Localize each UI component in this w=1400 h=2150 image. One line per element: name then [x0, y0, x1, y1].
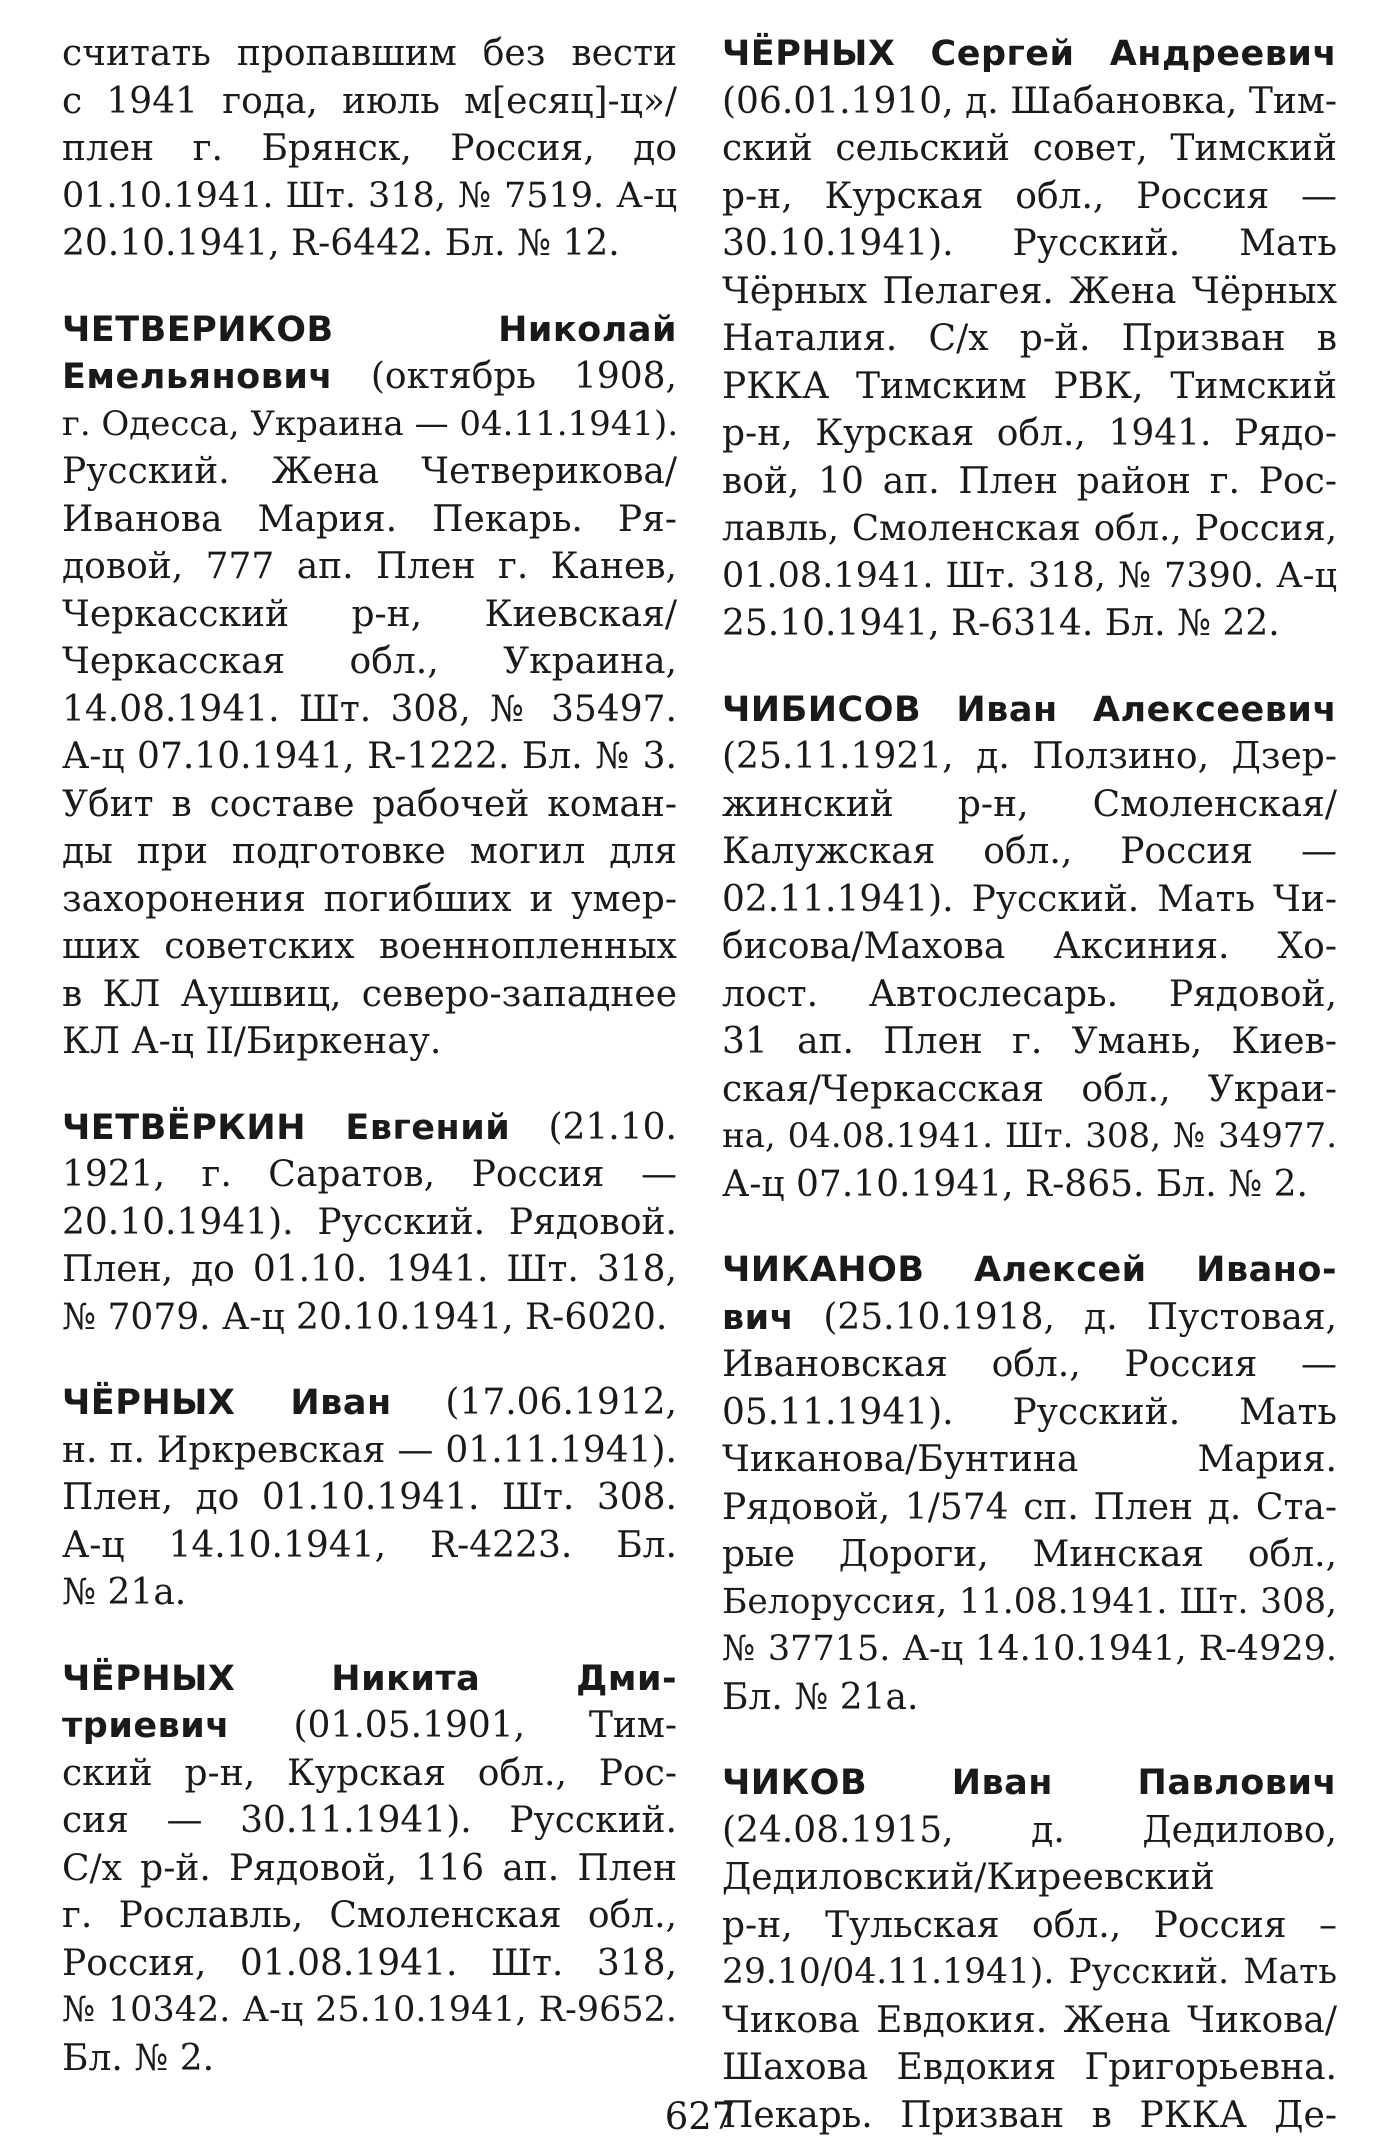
- entry-text: с 1941 года, июль м[есяц]-ц»/: [62, 80, 677, 122]
- text-line: [722, 1113, 1337, 1161]
- text-line: [62, 733, 677, 781]
- text-line: [62, 828, 677, 876]
- text-line: [722, 1902, 1337, 1950]
- entry-text: № 7079. А-ц 20.10.1941, R-6020.: [62, 1296, 668, 1338]
- entry-text: р-н, Тульская обл., Россия –: [722, 1904, 1337, 1946]
- text-line: [62, 78, 677, 126]
- person-name: ЧИКОВ Иван Павлович: [722, 1763, 1337, 1803]
- entry-text: вой, 10 ап. Плен район г. Рос-: [722, 460, 1337, 502]
- person-name: ЧЁРНЫХ Иван: [62, 1383, 392, 1423]
- text-line: [722, 781, 1337, 829]
- entry-text: 31 ап. Плен г. Умань, Киев-: [722, 1021, 1337, 1062]
- text-line: [62, 876, 677, 924]
- text-line: [722, 315, 1337, 363]
- entry-text: жинский р-н, Смоленская/: [722, 783, 1337, 825]
- entry-text: 20.10.1941, R-6442. Бл. № 12.: [62, 223, 620, 264]
- text-line: [62, 1294, 677, 1342]
- text-line: [722, 1484, 1337, 1532]
- entry-text: лавль, Смоленская обл., Россия,: [722, 508, 1337, 549]
- person-name: триевич: [62, 1706, 230, 1746]
- text-line: [722, 410, 1337, 458]
- entry-text: (01.05.1901, Тим-: [229, 1705, 677, 1746]
- text-line: [62, 1151, 677, 1199]
- entry-text: КЛ А-ц II/Биркенау.: [62, 1021, 442, 1062]
- entry-text: Рядовой, 1/574 сп. Плен д. Ста-: [722, 1486, 1337, 1528]
- entry-text: 25.10.1941, R-6314. Бл. № 22.: [722, 603, 1280, 644]
- entry-text: (25.11.1921, д. Ползино, Дзер-: [722, 736, 1337, 777]
- text-line: [62, 1569, 677, 1617]
- entry-text: РККА Тимским РВК, Тимский: [722, 365, 1337, 407]
- text-line: [722, 971, 1337, 1019]
- text-line: [722, 220, 1337, 268]
- text-line: [62, 638, 677, 686]
- entry-text: лост. Автослесарь. Рядовой,: [722, 973, 1337, 1015]
- person-name: ЧЁРНЫХ Сергей Андреевич: [722, 34, 1337, 74]
- text-line: [62, 1655, 677, 1703]
- text-line: [722, 1161, 1337, 1209]
- text-line: [722, 1759, 1337, 1807]
- text-line: [62, 1702, 677, 1750]
- text-line: [62, 923, 677, 971]
- text-line: [722, 1854, 1337, 1902]
- entry-text: ская/Черкасская обл., Украи-: [722, 1068, 1337, 1110]
- text-line: [722, 553, 1337, 601]
- text-line: [62, 306, 677, 354]
- entry-text: Плен, до 01.10. 1941. Шт. 318,: [62, 1249, 677, 1290]
- text-line: [722, 733, 1337, 781]
- entry-text: А-ц 07.10.1941, R-865. Бл. № 2.: [722, 1163, 1308, 1205]
- entry-text: Черкасская обл., Украина,: [62, 641, 677, 682]
- entry-text: ды при подготовке могил для: [62, 831, 677, 872]
- entry-text: Чиканова/Бунтина Мария.: [722, 1439, 1337, 1480]
- entry-text: Русский. Жена Четверикова/: [62, 451, 677, 492]
- text-line: [722, 1997, 1337, 2045]
- entry-text: в КЛ Аушвиц, северо-западнее: [62, 973, 677, 1015]
- text-line: [722, 828, 1337, 876]
- text-line: [62, 1104, 677, 1152]
- entry-text: Белоруссия, 11.08.1941. Шт. 308,: [722, 1581, 1337, 1622]
- text-line: [62, 1246, 677, 1294]
- entry-text: г. Одесса, Украина — 04.11.1941).: [62, 403, 679, 444]
- text-line: [722, 1579, 1337, 1627]
- text-line: [722, 78, 1337, 126]
- entry-text: № 10342. А-ц 25.10.1941, R-9652.: [62, 1990, 677, 2030]
- entry-text: Наталия. С/х р-й. Призван в: [722, 318, 1337, 359]
- text-line: [722, 600, 1337, 648]
- entry-text: Чёрных Пелагея. Жена Чёрных: [722, 270, 1337, 312]
- entry-text: Черкасский р-н, Киевская/: [62, 593, 677, 635]
- entry-text: 1921, г. Саратов, Россия —: [62, 1154, 677, 1195]
- entry-text: Ивановская обл., Россия —: [722, 1344, 1337, 1385]
- entry-text: Шахова Евдокия Григорьевна.: [722, 2047, 1337, 2088]
- entry-text: 30.10.1941). Русский. Мать: [722, 223, 1337, 264]
- text-line: [722, 1949, 1337, 1997]
- text-line: [62, 591, 677, 639]
- entry-text: ский сельский совет, Тимский: [722, 128, 1337, 169]
- person-name: ЧЁРНЫХ Никита Дми-: [62, 1658, 677, 1699]
- entry-text: (17.06.1912,: [391, 1382, 677, 1423]
- text-line: [62, 1379, 677, 1427]
- text-line: [62, 781, 677, 829]
- entry-text: (24.08.1915, д. Дедилово,: [722, 1809, 1337, 1851]
- text-line: [722, 30, 1337, 78]
- entry-text: р-н, Курская обл., 1941. Рядо-: [722, 413, 1337, 454]
- text-line: [62, 1892, 677, 1940]
- entry-text: на, 04.08.1941. Шт. 308, № 34977.: [722, 1116, 1337, 1156]
- entry-text: ших советских военнопленных: [62, 926, 677, 967]
- text-line: [722, 1436, 1337, 1484]
- entry-text: № 37715. А-ц 14.10.1941, R-4929.: [722, 1629, 1337, 1669]
- text-line: [722, 458, 1337, 506]
- record-entry: [62, 1104, 677, 1342]
- text-line: [62, 125, 677, 173]
- entry-text: С/х р-й. Рядовой, 116 ап. Плен: [62, 1847, 677, 1889]
- record-entry: [722, 30, 1337, 648]
- text-line: [722, 1807, 1337, 1855]
- entry-text: 01.08.1941. Шт. 318, № 7390. А-ц: [722, 555, 1337, 596]
- person-name: ЧЕТВЁРКИН Евгений: [62, 1107, 511, 1148]
- entry-text: (25.10.1918, д. Пустовая,: [794, 1296, 1337, 1338]
- entry-text: 05.11.1941). Русский. Мать: [722, 1391, 1337, 1433]
- entry-text: сия — 30.11.1941). Русский.: [62, 1800, 677, 1841]
- entry-text: Дедиловский/Киреевский: [722, 1857, 1215, 1898]
- text-line: [62, 1199, 677, 1247]
- text-line: [722, 1246, 1337, 1294]
- entry-text: 20.10.1941). Русский. Рядовой.: [62, 1201, 677, 1243]
- text-line: [722, 1018, 1337, 1066]
- text-line: [62, 543, 677, 591]
- text-line: [62, 1018, 677, 1066]
- text-line: [62, 1845, 677, 1893]
- entry-text: Бл. № 21а.: [722, 1676, 919, 1718]
- text-line: [722, 1389, 1337, 1437]
- entry-text: (октябрь 1908,: [332, 356, 677, 397]
- text-line: [62, 1522, 677, 1570]
- record-entry: [62, 1379, 677, 1617]
- person-name: ЧИБИСОВ Иван Алексеевич: [722, 689, 1337, 730]
- entry-text: ский р-н, Курская обл., Рос-: [62, 1752, 677, 1794]
- text-line: [722, 686, 1337, 734]
- text-line: [722, 268, 1337, 316]
- entry-text: 02.11.1941). Русский. Мать Чи-: [722, 878, 1337, 920]
- record-entry: [62, 1655, 677, 2083]
- entry-text: Калужская обл., Россия —: [722, 831, 1337, 872]
- entry-text: Иванова Мария. Пекарь. Ря-: [62, 498, 677, 540]
- text-line: [62, 173, 677, 221]
- text-line: [62, 971, 677, 1019]
- text-line: [722, 1626, 1337, 1674]
- entry-text: А-ц 07.10.1941, R-1222. Бл. № 3.: [62, 736, 677, 777]
- text-line: [722, 1674, 1337, 1722]
- text-line: [722, 2044, 1337, 2092]
- person-name: Емельянович: [62, 357, 333, 397]
- entry-text: 14.08.1941. Шт. 308, № 35497.: [62, 688, 677, 730]
- text-line: [62, 2035, 677, 2083]
- entry-text: рые Дороги, Минская обл.,: [722, 1534, 1337, 1575]
- text-line: [62, 401, 677, 449]
- text-line: [62, 1474, 677, 1522]
- record-entry: [722, 686, 1337, 1209]
- text-line: [62, 496, 677, 544]
- entry-text: захоронения погибших и умер-: [62, 878, 677, 920]
- text-line: [722, 125, 1337, 173]
- person-name: ЧЕТВЕРИКОВ Николай: [62, 309, 677, 350]
- text-line: [62, 1750, 677, 1798]
- text-line: [62, 220, 677, 268]
- record-entry: [722, 1759, 1337, 2139]
- entry-text: Бл. № 2.: [62, 2037, 215, 2079]
- entry-text: н. п. Иркревская — 01.11.1941).: [62, 1429, 677, 1471]
- entry-text: Пекарь. Призван в РККА Де-: [722, 2094, 1337, 2136]
- text-line: [722, 1294, 1337, 1342]
- right-column: [722, 30, 1337, 2139]
- text-line: [722, 1531, 1337, 1579]
- text-line: [62, 30, 677, 78]
- entry-text: № 21а.: [62, 1572, 187, 1613]
- text-line: [62, 353, 677, 401]
- page-number: 627: [664, 2095, 736, 2138]
- entry-text: 29.10/04.11.1941). Русский. Мать: [722, 1952, 1337, 1992]
- text-line: [722, 363, 1337, 411]
- entry-text: Убит в составе рабочей коман-: [62, 783, 677, 825]
- text-line: [62, 1940, 677, 1988]
- text-line: [722, 1341, 1337, 1389]
- text-line: [722, 173, 1337, 221]
- person-name: вич: [722, 1297, 795, 1338]
- entry-text: р-н, Курская обл., Россия —: [722, 175, 1337, 217]
- text-line: [62, 686, 677, 734]
- entry-text: бисова/Махова Аксиния. Хо-: [722, 926, 1337, 967]
- person-name: ЧИКАНОВ Алексей Ивано-: [722, 1250, 1337, 1290]
- entry-text: Чикова Евдокия. Жена Чикова/: [722, 1999, 1337, 2041]
- text-line: [722, 923, 1337, 971]
- text-line: [62, 1797, 677, 1845]
- text-line: [722, 1066, 1337, 1114]
- text-line: [62, 1987, 677, 2035]
- entry-text: Россия, 01.08.1941. Шт. 318,: [62, 1942, 677, 1984]
- entry-text: (21.10.: [510, 1106, 677, 1148]
- text-line: [62, 1427, 677, 1475]
- record-entry: [722, 1246, 1337, 1721]
- entry-text: Плен, до 01.10.1941. Шт. 308.: [62, 1477, 677, 1518]
- entry-text: (06.01.1910, д. Шабановка, Тим-: [722, 80, 1337, 122]
- entry-text: плен г. Брянск, Россия, до: [62, 128, 677, 169]
- text-line: [62, 448, 677, 496]
- left-column: [62, 30, 677, 2082]
- text-line: [722, 505, 1337, 553]
- entry-text: довой, 777 ап. Плен г. Канев,: [62, 546, 677, 587]
- entry-text: г. Рославль, Смоленская обл.,: [62, 1895, 677, 1936]
- entry-text: считать пропавшим без вести: [62, 33, 677, 74]
- entry-text: А-ц 14.10.1941, R-4223. Бл.: [62, 1524, 677, 1566]
- record-entry: [62, 30, 677, 268]
- record-entry: [62, 306, 677, 1066]
- entry-text: 01.10.1941. Шт. 318, № 7519. А-ц: [62, 175, 677, 216]
- text-line: [722, 876, 1337, 924]
